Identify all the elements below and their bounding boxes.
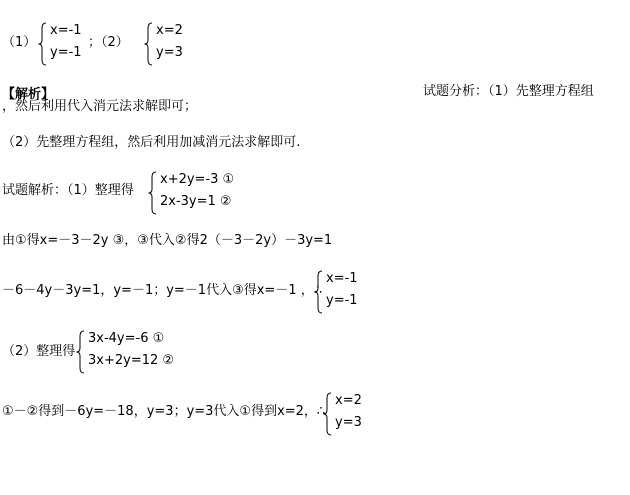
brace-icon (314, 270, 323, 314)
system1-eq2: 2x-3y=1 ② (160, 194, 232, 209)
system1-eq1: x+2y=-3 ① (160, 172, 235, 187)
system2-eq2: 3x+2y=12 ② (88, 353, 175, 368)
solution-system-1 (148, 171, 258, 215)
answer-eq-y2: y=3 (156, 45, 183, 60)
answer-eq-y1: y=-1 (50, 45, 82, 60)
brace-icon (76, 330, 85, 374)
system2-eq1: 3x-4y=-6 ① (88, 331, 165, 346)
result2-eq-x: x=2 (335, 393, 362, 408)
solution-step2: －6－4y－3y=1，y=－1；y=－1代入③得x=－1 ，∴ (2, 283, 322, 298)
solution-step1: 由①得x=－3－2y ③，③代入②得2（－3－2y）－3y=1 (2, 233, 333, 248)
analysis-intro: 试题分析：（1）先整理方程组 (423, 84, 594, 99)
answer-eq-x2: x=2 (156, 23, 183, 38)
analysis-line2: （2）先整理方程组，然后利用加减消元法求解即可. (2, 135, 301, 150)
result-system-1 (314, 270, 374, 314)
solution-intro: 试题解析：（1）整理得 (2, 183, 134, 198)
answer-part1-label: （1） (2, 35, 37, 50)
brace-icon (148, 171, 157, 215)
solution-system-2 (76, 330, 186, 374)
result1-eq-y: y=-1 (326, 293, 358, 308)
result2-eq-y: y=3 (335, 415, 362, 430)
answer-separator: ；（2） (88, 35, 129, 50)
brace-icon (38, 22, 47, 66)
solution-step3: ①－②得到－6y=－18，y=3；y=3代入①得到x=2，∴ (2, 404, 326, 419)
analysis-header: 【解析】 (2, 87, 55, 102)
answer-eq-x1: x=-1 (50, 23, 82, 38)
solution-part2-intro: （2）整理得 (2, 344, 76, 359)
brace-icon (323, 392, 332, 436)
result-system-2 (323, 392, 383, 436)
result1-eq-x: x=-1 (326, 271, 358, 286)
brace-icon (144, 22, 153, 66)
analysis-line1: ，然后利用代入消元法求解即可； (2, 99, 198, 114)
answer-system-2 (144, 22, 204, 66)
